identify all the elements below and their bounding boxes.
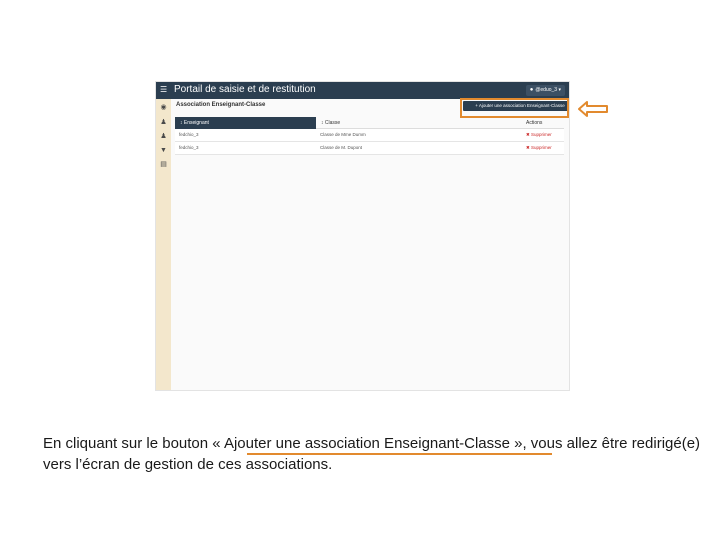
user-menu[interactable]	[526, 85, 565, 96]
table-header	[175, 117, 564, 129]
column-label: Actions	[526, 120, 543, 126]
app-title: Portail de saisie et de restitution	[174, 84, 316, 95]
cell-enseignant: fedchio_3	[179, 145, 199, 150]
column-header-classe[interactable]	[316, 117, 526, 129]
sidebar	[156, 99, 171, 390]
top-bar	[156, 82, 569, 99]
sort-icon: ↕	[180, 120, 183, 126]
cell-classe: Classe de Mme Dumm	[320, 132, 366, 137]
caption-text: En cliquant sur le bouton « Ajouter une association Enseignant-Classe », vous allez être redirigé(e) vers l’écran de gestion de ces associations.	[43, 435, 701, 473]
caption-underline	[247, 453, 552, 455]
cell-enseignant: fedchio_3	[179, 132, 199, 137]
user-icon: ●	[529, 87, 534, 93]
cell-classe: Classe de M. Dupont	[320, 145, 363, 150]
document-icon[interactable]: ▤	[160, 161, 167, 168]
column-header-enseignant[interactable]	[175, 117, 316, 129]
delete-link[interactable]: ✖ Supprimer	[526, 145, 552, 150]
column-label: Enseignant	[183, 120, 209, 126]
column-header-actions	[526, 117, 564, 129]
group-icon[interactable]: ♟	[160, 133, 167, 140]
column-label: Classe	[324, 120, 341, 126]
association-table	[175, 117, 564, 155]
graduation-cap-icon[interactable]: ▼	[160, 147, 167, 154]
table-row	[175, 142, 564, 155]
table-row	[175, 129, 564, 142]
main-content	[171, 99, 569, 390]
page-title: Association Enseignant-Classe	[176, 102, 266, 108]
chevron-down-icon: ▾	[558, 87, 561, 93]
button-highlight-box	[460, 98, 569, 118]
sort-icon: ↕	[321, 120, 324, 126]
eye-icon[interactable]: ◉	[160, 104, 167, 111]
app-screenshot	[156, 82, 569, 390]
menu-icon[interactable]: ☰	[160, 85, 168, 94]
users-icon[interactable]: ♟	[160, 119, 167, 126]
user-label: @eduo_3	[535, 87, 558, 93]
delete-link[interactable]: ✖ Supprimer	[526, 132, 552, 137]
pointer-arrow-icon	[578, 101, 608, 117]
add-association-button[interactable]: + Ajouter une association Enseignant-Classe	[463, 101, 569, 111]
